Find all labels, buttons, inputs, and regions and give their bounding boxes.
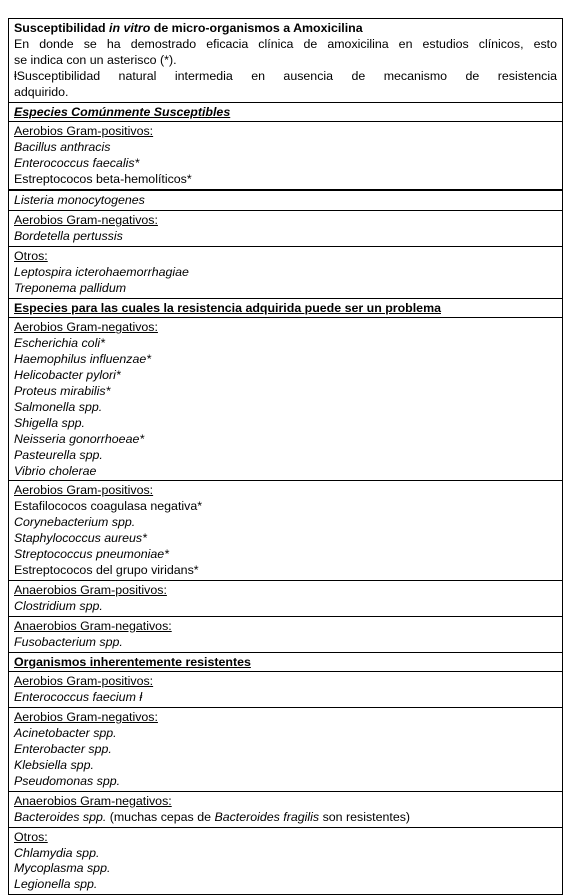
group-label: Aerobios Gram-positivos:	[14, 674, 154, 689]
organism: Shigella spp.	[14, 415, 85, 430]
section-title-cell	[9, 102, 562, 122]
organism: Helicobacter pylori*	[14, 368, 121, 383]
table-title	[14, 21, 557, 37]
section-title-cell	[9, 298, 562, 318]
note-line: ⱡSusceptibilidad natural intermedia en ausencia de mecanismo de resistencia	[14, 68, 557, 83]
group-label: Aerobios Gram-positivos:	[14, 483, 154, 498]
organism: Staphylococcus aureus*	[14, 531, 147, 546]
organism: Pasteurella spp.	[14, 447, 103, 462]
title-italic-text: in vitro	[109, 21, 151, 35]
organism: Legionella spp.	[14, 877, 98, 892]
organism: Vibrio cholerae	[14, 463, 97, 478]
organism: Proteus mirabilis*	[14, 384, 111, 399]
group-cell	[9, 671, 562, 707]
intro-line: En donde se ha demostrado eficacia clínica de amoxicilina en estudios clínicos, esto	[14, 36, 557, 51]
group-cell	[9, 189, 562, 210]
organism-note-text: (muchas cepas de	[106, 809, 215, 824]
organism: Corynebacterium spp.	[14, 515, 136, 530]
organism: Estreptococos del grupo viridans*	[14, 563, 199, 577]
organism: Escherichia coli*	[14, 336, 105, 351]
susceptibility-table	[8, 18, 563, 895]
group-cell	[9, 246, 562, 298]
organism: Bacillus anthracis	[14, 140, 111, 155]
organism: Streptococcus pneumoniae*	[14, 547, 169, 562]
group-cell	[9, 580, 562, 616]
section-title: Especies para las cuales la resistencia adquirida puede ser un problema	[14, 300, 441, 315]
group-cell	[9, 707, 562, 791]
organism: Enterobacter spp.	[14, 742, 112, 757]
organism-name: Bacteroides spp.	[14, 809, 107, 824]
organism: Neisseria gonorrhoeae*	[14, 431, 145, 446]
group-label: Aerobios Gram-negativos:	[14, 710, 158, 725]
organism: Leptospira icterohaemorrhagiae	[14, 264, 189, 279]
organism: Clostridium spp.	[14, 598, 103, 613]
group-cell	[9, 210, 562, 246]
organism: Klebsiella spp.	[14, 757, 94, 772]
organism-name: Bacteroides fragilis	[214, 809, 320, 824]
group-cell	[9, 317, 562, 480]
section-title: Especies Comúnmente Susceptibles	[14, 104, 231, 119]
organism: Estafilococos coagulasa negativa*	[14, 499, 203, 514]
organism: Enterococcus faecium ⱡ	[14, 690, 143, 705]
group-label: Anaerobios Gram-negativos:	[14, 618, 172, 633]
organism: Enterococcus faecalis*	[14, 156, 140, 171]
group-label: Aerobios Gram-negativos:	[14, 212, 158, 227]
organism: Acinetobacter spp.	[14, 726, 117, 741]
note-line: adquirido.	[14, 84, 69, 99]
organism: Listeria monocytogenes	[14, 193, 145, 208]
organism: Mycoplasma spp.	[14, 861, 111, 876]
organism: Treponema pallidum	[14, 280, 127, 295]
organism: Salmonella spp.	[14, 399, 103, 414]
title-text-end: de micro-organismos a Amoxicilina	[150, 21, 363, 35]
section-title-cell	[9, 652, 562, 672]
group-cell	[9, 616, 562, 652]
organism: Haemophilus influenzae*	[14, 352, 152, 367]
organism-note	[14, 810, 557, 826]
group-label: Otros:	[14, 829, 48, 844]
group-label: Anaerobios Gram-positivos:	[14, 582, 167, 597]
table-header-cell	[9, 19, 562, 102]
group-label: Aerobios Gram-negativos:	[14, 320, 158, 335]
organism: Bordetella pertussis	[14, 228, 123, 243]
group-label: Otros:	[14, 248, 48, 263]
group-label: Anaerobios Gram-negativos:	[14, 793, 172, 808]
group-cell	[9, 827, 562, 895]
group-cell	[9, 121, 562, 189]
organism: Fusobacterium spp.	[14, 634, 123, 649]
title-text: Susceptibilidad	[14, 21, 110, 35]
group-cell	[9, 480, 562, 579]
organism: Chlamydia spp.	[14, 845, 100, 860]
organism: Estreptococos beta-hemolíticos*	[14, 172, 192, 187]
intro-line: se indica con un asterisco (*).	[14, 52, 177, 67]
group-cell	[9, 791, 562, 827]
section-title: Organismos inherentemente resistentes	[14, 654, 251, 669]
organism-note-text: son resistentes)	[319, 809, 411, 824]
organism: Pseudomonas spp.	[14, 773, 121, 788]
group-label: Aerobios Gram-positivos:	[14, 124, 154, 139]
